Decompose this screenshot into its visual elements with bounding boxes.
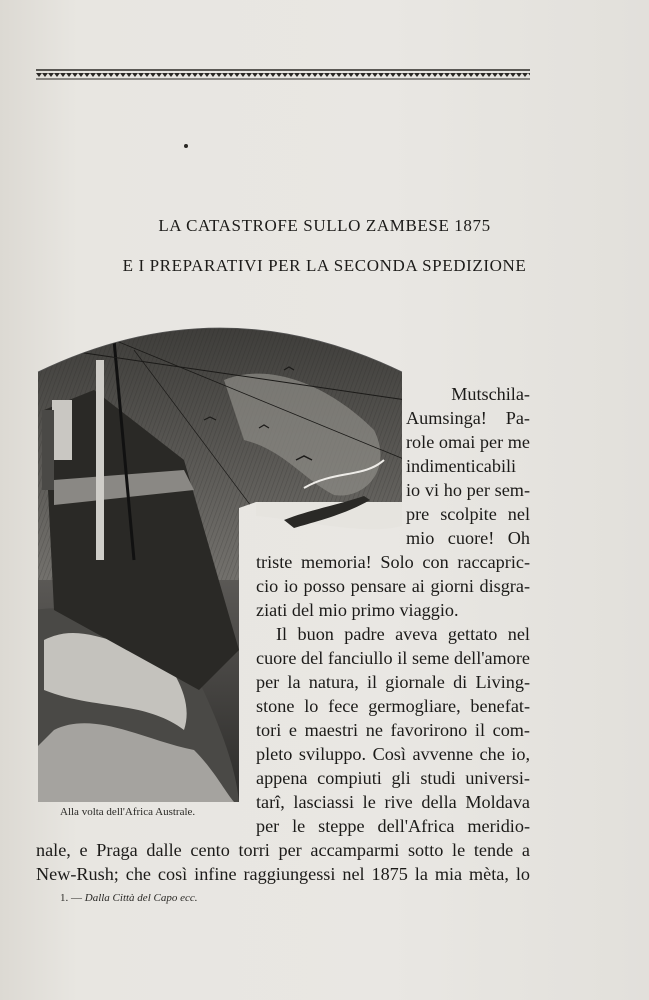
text-line: role omai per me: [406, 432, 530, 452]
text-line: io vi ho per sem-: [406, 480, 530, 500]
text-line: nale, e Praga dalle cento torri per accamparmi sotto le tende a: [36, 840, 530, 860]
text-line: appena compiuti gli studi universi-: [256, 768, 530, 788]
text-line: cio io posso pensare ai giorni disgra-: [256, 576, 530, 596]
text-line: New-Rush; che così infine raggiungessi nel 1875 la mia mèta, lo: [36, 864, 530, 884]
text-line: per la natura, il giornale di Living-: [256, 672, 530, 692]
text-line: ziati del mio primo viaggio.: [256, 600, 459, 620]
text-line: Il buon padre aveva gettato nel: [276, 624, 530, 644]
text-line: tori e maestri ne favorirono il com-: [256, 720, 530, 740]
text-line: cuore del fanciullo il seme dell'amore: [256, 648, 530, 668]
paragraph1-narrow-column: [406, 382, 530, 526]
illustration-caption: Alla volta dell'Africa Australe.: [60, 806, 196, 818]
paragraph-main-column: [256, 526, 530, 838]
text-line: per le steppe dell'Africa meridio-: [256, 816, 530, 836]
text-line: tarî, lasciassi le rive della Moldava: [256, 792, 530, 812]
text-line: pleto sviluppo. Così avvenne che io,: [256, 744, 530, 764]
printer-dot: [184, 144, 188, 148]
footnote-text: Dalla Città del Capo ecc.: [84, 892, 198, 904]
text-line: pre scolpite nel: [406, 504, 530, 524]
text-line: stone lo fece germogliare, benefat-: [256, 696, 530, 716]
paragraph-full-width: [36, 838, 530, 886]
text-line: Aumsinga! Pa-: [406, 408, 530, 428]
decorative-header-rule: [36, 68, 530, 84]
footnote-number: 1. —: [60, 892, 82, 904]
chapter-title-line2: E I PREPARATIVI PER LA SECONDA SPEDIZIONE: [122, 256, 527, 275]
text-line: triste memoria! Solo con raccapric-: [256, 552, 530, 572]
chapter-title-line1: LA CATASTROFE SULLO ZAMBESE 1875: [158, 216, 491, 235]
text-line: indimenticabili: [406, 456, 517, 476]
text-line: Mutschila-: [451, 384, 530, 404]
text-line: mio cuore! Oh: [406, 528, 530, 548]
footnote: [60, 892, 197, 904]
